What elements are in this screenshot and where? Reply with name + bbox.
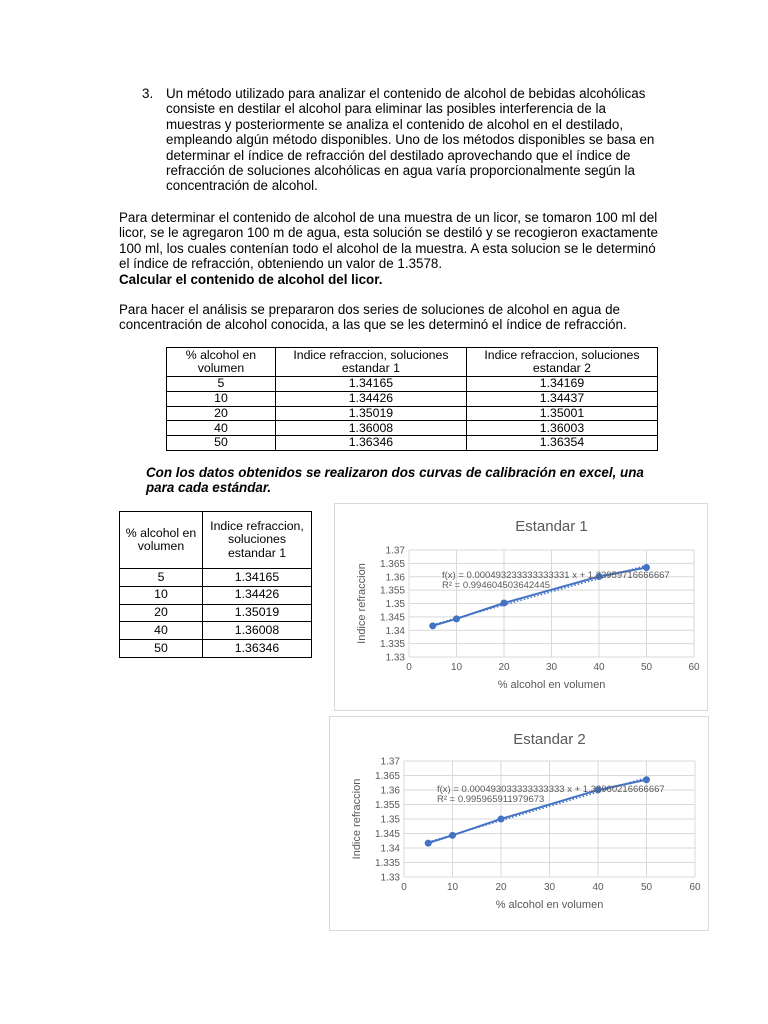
table-cell: 1.34165 bbox=[275, 377, 466, 392]
table-row bbox=[167, 436, 658, 451]
table-cell: 1.35019 bbox=[203, 604, 312, 622]
table-cell: 20 bbox=[167, 406, 276, 421]
table-cell: 1.34426 bbox=[203, 586, 312, 604]
standard-1-table bbox=[119, 511, 312, 658]
table-row bbox=[167, 421, 658, 436]
data-point bbox=[643, 776, 650, 783]
x-tick-label: 50 bbox=[640, 662, 653, 673]
table-row bbox=[120, 569, 312, 587]
y-tick-label: 1.335 bbox=[374, 858, 400, 869]
data-point bbox=[453, 615, 460, 622]
y-tick-label: 1.36 bbox=[380, 785, 400, 797]
table-cell: 20 bbox=[120, 604, 203, 622]
sample-paragraph bbox=[119, 210, 659, 287]
x-tick-label: 60 bbox=[688, 662, 700, 673]
y-tick-label: 1.37 bbox=[380, 756, 400, 768]
data-point bbox=[498, 815, 505, 822]
y-axis-label: Indice refraccion bbox=[356, 563, 368, 644]
task-statement: Calcular el contenido de alcohol del licor. bbox=[119, 271, 383, 287]
table-cell: 1.36354 bbox=[466, 436, 657, 451]
calibration-note: Con los datos obtenidos se realizaron dos curvas de calibración en excel, una para cada estándar. bbox=[146, 465, 644, 496]
chart-title: Estandar 2 bbox=[513, 731, 586, 748]
x-tick-label: 30 bbox=[543, 882, 556, 893]
table-row bbox=[120, 604, 312, 622]
table-row bbox=[120, 586, 312, 604]
x-tick-label: 30 bbox=[545, 662, 558, 673]
trendline-equation: f(x) = 0.000493033333333333 x + 1.33960216666667 bbox=[437, 784, 665, 795]
y-tick-label: 1.34 bbox=[380, 843, 400, 855]
y-tick-label: 1.365 bbox=[374, 771, 400, 782]
table-cell: 40 bbox=[167, 421, 276, 436]
table-header-row bbox=[167, 348, 658, 377]
header-cell: Indice refraccion, soluciones estandar 1 bbox=[275, 348, 466, 377]
table-cell: 10 bbox=[167, 391, 276, 406]
y-tick-label: 1.34 bbox=[385, 625, 405, 637]
table-cell: 1.36008 bbox=[275, 421, 466, 436]
table-row bbox=[167, 406, 658, 421]
x-tick-label: 60 bbox=[689, 882, 701, 893]
table-cell: 1.36346 bbox=[203, 640, 312, 658]
x-tick-label: 20 bbox=[498, 662, 510, 673]
data-point bbox=[501, 599, 508, 606]
r-squared: R² = 0.994604503642445 bbox=[442, 580, 551, 591]
x-tick-label: 40 bbox=[592, 882, 604, 893]
y-tick-label: 1.33 bbox=[385, 652, 405, 664]
x-tick-label: 20 bbox=[495, 882, 507, 893]
table-cell: 10 bbox=[120, 586, 203, 604]
y-tick-label: 1.335 bbox=[379, 639, 405, 651]
y-tick-label: 1.35 bbox=[380, 814, 400, 826]
y-tick-label: 1.36 bbox=[385, 572, 405, 584]
y-tick-label: 1.35 bbox=[385, 599, 405, 610]
table-cell: 50 bbox=[120, 640, 203, 658]
y-tick-label: 1.345 bbox=[379, 612, 405, 624]
header-cell: % alcohol en volumen bbox=[120, 512, 203, 569]
header-cell: Indice refraccion, soluciones estandar 2 bbox=[466, 348, 657, 377]
y-tick-label: 1.33 bbox=[380, 872, 400, 884]
x-axis-label: % alcohol en volumen bbox=[497, 679, 606, 691]
y-tick-label: 1.345 bbox=[374, 829, 400, 840]
table-cell: 1.34437 bbox=[466, 391, 657, 406]
chart-estandar-1-svg bbox=[335, 504, 707, 710]
table-header-row bbox=[120, 512, 312, 569]
data-point bbox=[449, 832, 456, 839]
chart-estandar-2-svg bbox=[330, 717, 708, 930]
data-point bbox=[425, 840, 432, 847]
y-tick-label: 1.365 bbox=[379, 558, 405, 570]
table-cell: 1.34169 bbox=[466, 377, 657, 392]
table-cell: 1.36346 bbox=[275, 436, 466, 451]
y-axis-label: Indice refraccion bbox=[351, 778, 363, 860]
x-tick-label: 10 bbox=[450, 662, 463, 673]
r-squared: R² = 0.995965911979673 bbox=[437, 794, 545, 805]
calibration-table bbox=[166, 347, 658, 451]
analysis-paragraph: Para hacer el análisis se prepararon dos series de soluciones de alcohol en agua de concentración de alcohol conocida, a las que se les determinó el índice de refracción. bbox=[119, 302, 627, 333]
table-cell: 50 bbox=[167, 436, 276, 451]
table-cell: 1.34426 bbox=[275, 391, 466, 406]
trendline-equation: f(x) = 0.000493233333333331 x + 1.33959716666667 bbox=[442, 570, 670, 581]
table-cell: 1.36008 bbox=[203, 622, 312, 640]
y-tick-label: 1.355 bbox=[374, 800, 400, 811]
problem-intro: Un método utilizado para analizar el contenido de alcohol de bebidas alcohólicas consiste en destilar el alcohol para eliminar las posibles interferencia de la muestras y posteriormente se analiza el contenido de alcohol en el destilado, empleando algún método disponibles. Uno de los métodos disponibles se basa en determinar el índice de refracción del destilado aprovechando que el índice de refracción de soluciones alcohólicas en agua varía proporcionalmente según la concentración de alcohol. bbox=[166, 86, 655, 194]
data-point bbox=[429, 622, 436, 629]
table-row bbox=[120, 640, 312, 658]
y-tick-label: 1.355 bbox=[379, 585, 405, 597]
table-cell: 1.35019 bbox=[275, 406, 466, 421]
problem-3 bbox=[142, 86, 662, 194]
chart-estandar-1 bbox=[334, 503, 708, 711]
chart-estandar-2 bbox=[329, 716, 709, 931]
table-cell: 1.36003 bbox=[466, 421, 657, 436]
table-row bbox=[167, 377, 658, 392]
x-tick-label: 10 bbox=[446, 882, 459, 893]
table-row bbox=[167, 391, 658, 406]
chart-title: Estandar 1 bbox=[515, 518, 588, 535]
table-cell: 1.35001 bbox=[466, 406, 657, 421]
x-tick-label: 0 bbox=[406, 662, 412, 673]
x-tick-label: 40 bbox=[593, 662, 605, 673]
table-cell: 40 bbox=[120, 622, 203, 640]
header-cell: Indice refraccion, soluciones estandar 1 bbox=[203, 512, 312, 569]
problem-number: 3. bbox=[142, 86, 154, 101]
x-tick-label: 50 bbox=[640, 882, 653, 893]
header-cell: % alcohol en volumen bbox=[167, 348, 276, 377]
sample-text: Para determinar el contenido de alcohol de una muestra de un licor, se tomaron 100 ml del licor, se le agregaron 100 m de agua, esta solución se destiló y se recogieron exactamente 100 ml, los cuales contenían todo el alcohol de la muestra. A esta solucion se le determinó el índice de refracción, obteniendo un valor de 1.3578. bbox=[119, 210, 658, 272]
table-cell: 1.34165 bbox=[203, 569, 312, 587]
table-row bbox=[120, 622, 312, 640]
y-tick-label: 1.37 bbox=[385, 545, 405, 557]
table-cell: 5 bbox=[120, 569, 203, 587]
table-cell: 5 bbox=[167, 377, 276, 392]
x-axis-label: % alcohol en volumen bbox=[495, 899, 604, 911]
x-tick-label: 0 bbox=[401, 882, 407, 893]
